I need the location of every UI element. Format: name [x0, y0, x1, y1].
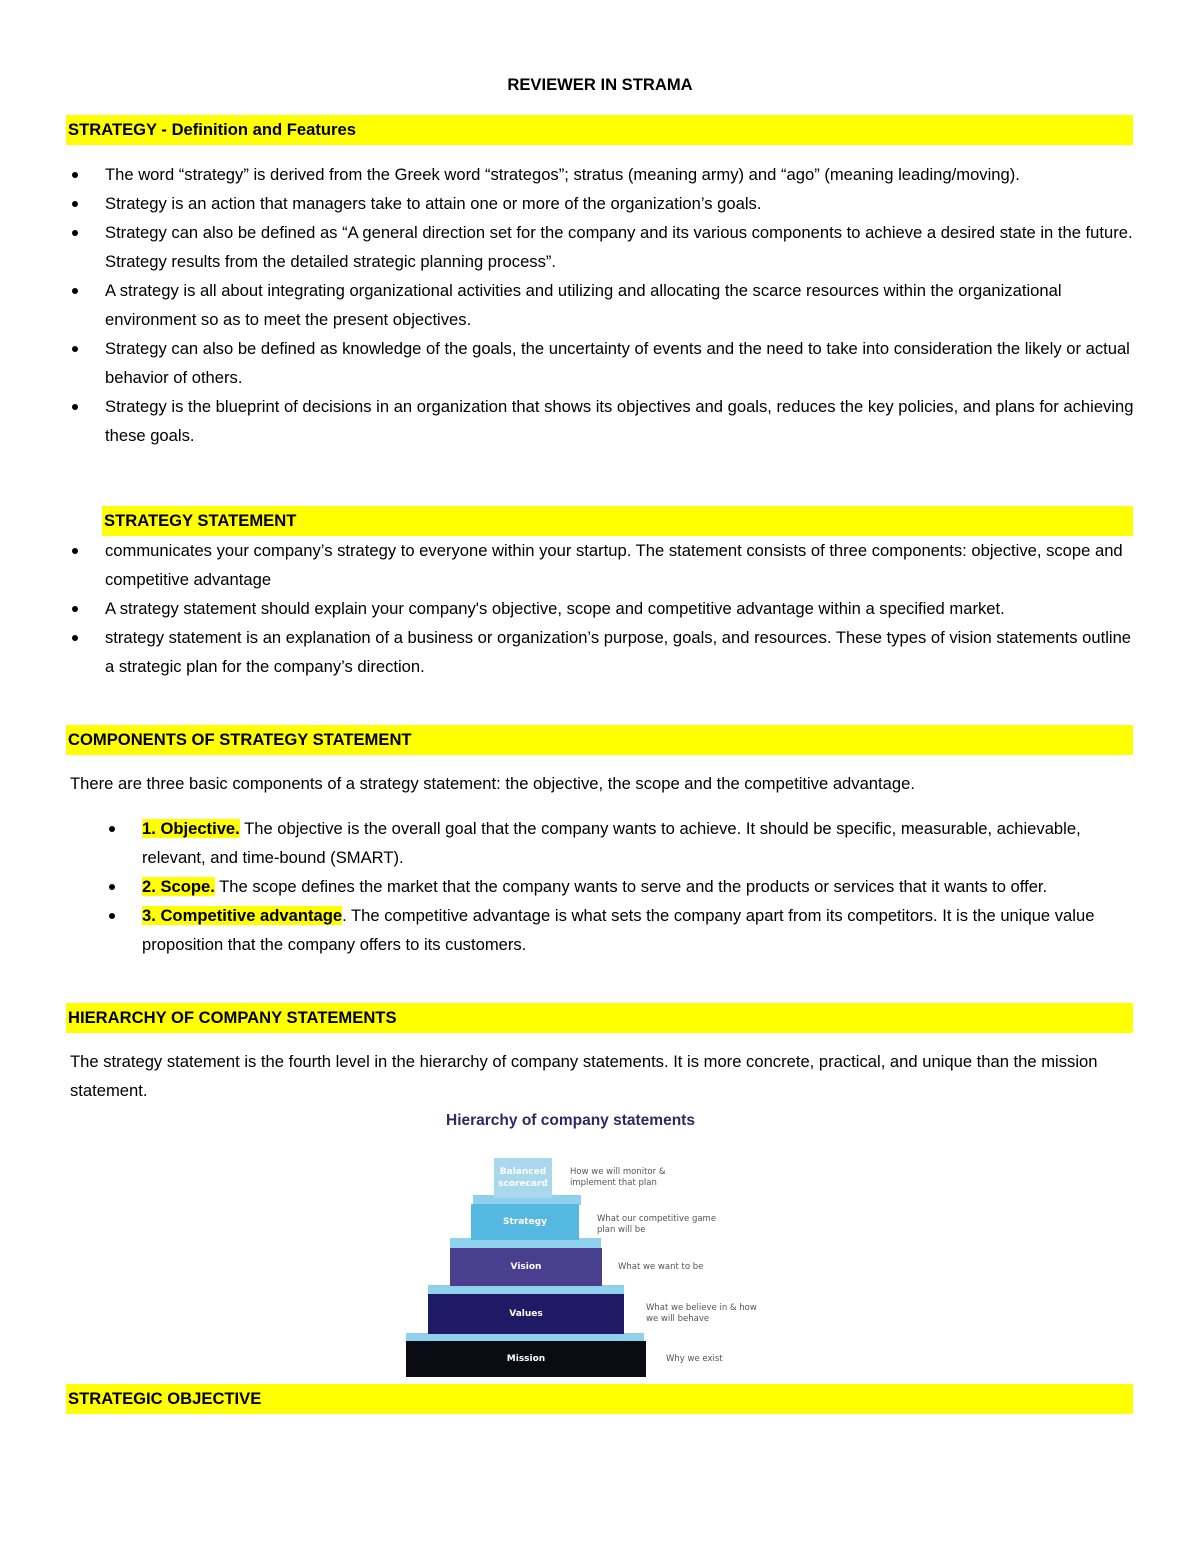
list-item: Strategy is an action that managers take to attain one or more of the organization’s goals.	[105, 189, 1135, 218]
list-item: A strategy is all about integrating organizational activities and utilizing and allocating the scarce resources within the organizational environment so as to meet the present objectives.	[105, 276, 1135, 334]
list-item: Strategy is the blueprint of decisions in an organization that shows its objectives and goals, reduces the key policies, and plans for achieving these goals.	[105, 392, 1135, 450]
bullet-icon	[72, 548, 78, 554]
bullet-icon	[72, 346, 78, 352]
bullet-icon	[72, 606, 78, 612]
bullet-icon	[72, 172, 78, 178]
section-heading-components: COMPONENTS OF STRATEGY STATEMENT	[66, 725, 1133, 755]
hierarchy-intro: The strategy statement is the fourth level in the hierarchy of company statements. It is more concrete, practical, and unique than the mission statement.	[70, 1052, 1098, 1100]
section-heading-strategy-statement: STRATEGY STATEMENT	[102, 506, 1133, 536]
tier-description: How we will monitor & implement that plan	[570, 1167, 666, 1188]
section-heading-hierarchy: HIERARCHY OF COMPANY STATEMENTS	[66, 1003, 1133, 1033]
bullet-icon	[72, 288, 78, 294]
bullet-icon	[72, 201, 78, 207]
section-heading-strategy: STRATEGY - Definition and Features	[66, 115, 1133, 145]
list-item: Strategy can also be defined as “A general direction set for the company and its various components to achieve a desired state in the future. Strategy results from the detailed strategic planning process”.	[105, 218, 1135, 276]
tier-description: What we believe in & how we will behave	[646, 1303, 757, 1324]
bullet-icon	[72, 635, 78, 641]
list-item: 2. Scope. The scope defines the market that the company wants to serve and the products or services that it wants to offer.	[142, 872, 1135, 901]
list-item: 3. Competitive advantage. The competitive advantage is what sets the company apart from its competitors. It is the unique value proposition that the company offers to its customers.	[142, 901, 1135, 959]
tier-values: Values	[428, 1294, 624, 1334]
bullet-icon	[109, 826, 115, 832]
tier-strategy: Strategy	[471, 1204, 579, 1240]
section-heading-strategic-objective: STRATEGIC OBJECTIVE	[66, 1384, 1133, 1414]
document-title: REVIEWER IN STRAMA	[507, 75, 693, 94]
tier-description: What we want to be	[618, 1262, 704, 1272]
component-keyword: 2. Scope.	[142, 877, 215, 896]
tier-balanced-scorecard: Balanced scorecard	[494, 1158, 552, 1198]
list-item: Strategy can also be defined as knowledge of the goals, the uncertainty of events and the need to take into consideration the likely or actual behavior of others.	[105, 334, 1135, 392]
tier-description: Why we exist	[666, 1354, 723, 1364]
components-intro: There are three basic components of a strategy statement: the objective, the scope and the competitive advantage.	[70, 774, 915, 793]
bullet-icon	[72, 230, 78, 236]
component-keyword: 1. Objective.	[142, 819, 240, 838]
strategy-statement-list	[105, 536, 1135, 681]
tier-vision: Vision	[450, 1248, 602, 1286]
tier-mission: Mission	[406, 1341, 646, 1377]
tier-description: What our competitive game plan will be	[597, 1214, 717, 1235]
list-item: 1. Objective. The objective is the overall goal that the company wants to achieve. It should be specific, measurable, achievable, relevant, and time-bound (SMART).	[142, 814, 1135, 872]
list-item: strategy statement is an explanation of a business or organization’s purpose, goals, and resources. These types of vision statements outline a strategic plan for the company’s direction.	[105, 623, 1135, 681]
bullet-icon	[109, 913, 115, 919]
component-keyword: 3. Competitive advantage	[142, 906, 343, 925]
figure-title: Hierarchy of company statements	[446, 1112, 695, 1129]
list-item: The word “strategy” is derived from the Greek word “strategos”; stratus (meaning army) and “ago” (meaning leading/moving).	[105, 160, 1135, 189]
components-list	[142, 814, 1135, 959]
list-item: A strategy statement should explain your company's objective, scope and competitive advantage within a specified market.	[105, 594, 1135, 623]
hierarchy-pyramid-figure	[320, 1100, 808, 1390]
bullet-icon	[72, 404, 78, 410]
list-item: communicates your company’s strategy to everyone within your startup. The statement consists of three components: objective, scope and competitive advantage	[105, 536, 1135, 594]
strategy-definition-list	[105, 160, 1135, 450]
bullet-icon	[109, 884, 115, 890]
